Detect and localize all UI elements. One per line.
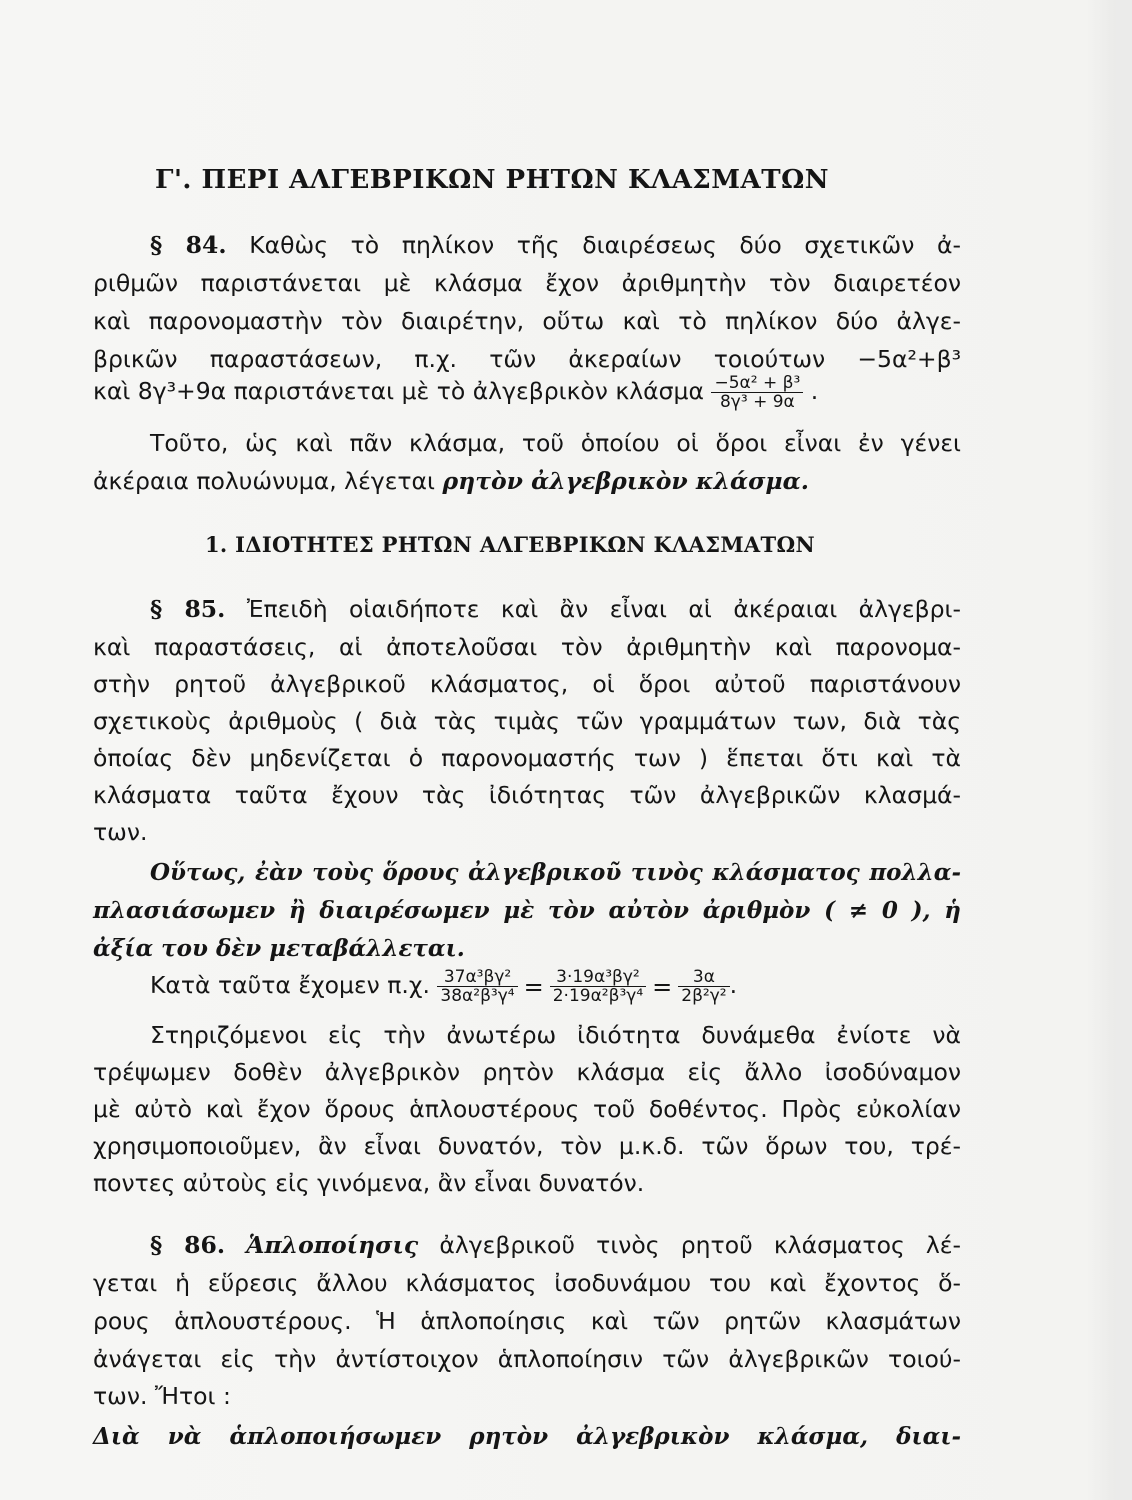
section-number-86: § 86.: [150, 1231, 226, 1259]
example-fraction-3: $\frac{3\alpha}{\text{2β²γ²}}$: [678, 968, 729, 1005]
fraction-example-84: [711, 374, 803, 411]
s85-line-2: καὶ παραστάσεις, αἱ ἀποτελοῦσαι τὸν ἀριθμητὴν καὶ παρονομα-: [93, 633, 961, 661]
rule-line-3: ἀξία του δὲν μεταβάλλεται.: [93, 935, 465, 962]
s85-para-line-5: ποντες αὐτοὺς εἰς γινόμενα, ἂν εἶναι δυνατόν.: [93, 1169, 645, 1197]
s84-line-6: Τοῦτο, ὡς καὶ πᾶν κλάσμα, τοῦ ὁποίου οἱ ὅροι εἶναι ἐν γένει: [150, 429, 961, 457]
s86-line-4: ἀνάγεται εἰς τὴν ἀντίστοιχον ἁπλοποίησιν τῶν ἀλγεβρικῶν τοιού-: [93, 1345, 961, 1373]
fraction-denominator: 8γ³ + 9α: [719, 392, 795, 412]
s84-line-1: § 84. Καθὼς τὸ πηλίκον τῆς διαιρέσεως δύο σχετικῶν ἀ-: [150, 231, 961, 259]
s84-line-4: βρικῶν παραστάσεων, π.χ. τῶν ἀκεραίων τοιούτων −5α²+β³: [93, 345, 961, 373]
section-number-85: § 85.: [150, 595, 226, 623]
s85-line-7: των.: [93, 818, 148, 846]
s84-line-3: καὶ παρονομαστὴν τὸν διαιρέτην, οὕτω καὶ τὸ πηλίκον δύο ἀλγε-: [93, 307, 961, 335]
rule-line-1: Οὕτως, ἐὰν τοὺς ὅρους ἀλγεβρικοῦ τινὸς κλάσματος πολλα-: [150, 859, 961, 886]
s86-rule-line: Διὰ νὰ ἁπλοποιήσωμεν ρητὸν ἀλγεβρικὸν κλάσμα, διαι-: [93, 1423, 961, 1450]
s84-line-2: ριθμῶν παριστάνεται μὲ κλάσμα ἔχον ἀριθμητὴν τὸν διαιρετέον: [93, 269, 961, 297]
rule-line-2: πλασιάσωμεν ἢ διαιρέσωμεν μὲ τὸν αὐτὸν ἀριθμὸν ( ≠ 0 ), ἡ: [93, 897, 961, 924]
s85-para-line-2: τρέψωμεν δοθὲν ἀλγεβρικὸν ρητὸν κλάσμα εἰς ἄλλο ἰσοδύναμον: [93, 1058, 961, 1086]
s85-para-line-3: μὲ αὐτὸ καὶ ἔχον ὅρους ἁπλουστέρους τοῦ δοθέντος. Πρὸς εὐκολίαν: [93, 1095, 961, 1123]
s85-line-5: ὁποίας δὲν μηδενίζεται ὁ παρονομαστής των ) ἕπεται ὅτι καὶ τὰ: [93, 744, 961, 772]
page-edge: [1116, 0, 1132, 1500]
section-number-84: § 84.: [150, 231, 227, 259]
s84-line-5: καὶ 8γ³+9α παριστάνεται μὲ τὸ ἀλγεβρικὸν κλάσμα $\frac{\text{−5α² + β³}}{\text{8γ³ + 9α}}$ .: [93, 373, 819, 412]
term-simplification: Ἁπλοποίησις: [246, 1231, 419, 1259]
s85-line-3: στὴν ρητοῦ ἀλγεβρικοῦ κλάσματος, οἱ ὅροι αὐτοῦ παριστάνουν: [93, 670, 961, 698]
example-fraction-2: $\frac{\text{3·19α³βγ²}}{\text{2·19α²β³γ⁴}}$: [550, 968, 646, 1005]
s86-line-5: των. Ἤτοι :: [93, 1382, 231, 1410]
s86-line-3: ρους ἁπλουστέρους. Ἡ ἁπλοποίησις καὶ τῶν ρητῶν κλασμάτων: [93, 1307, 961, 1335]
s85-para-line-4: χρησιμοποιοῦμεν, ἂν εἶναι δυνατόν, τὸν μ.κ.δ. τῶν ὅρων του, τρέ-: [93, 1132, 961, 1160]
s86-line-2: γεται ἡ εὕρεσις ἄλλου κλάσματος ἰσοδυνάμου του καὶ ἔχοντος ὅ-: [93, 1269, 961, 1297]
chapter-heading: Γ'. ΠΕΡΙ ΑΛΓΕΒΡΙΚΩΝ ΡΗΤΩΝ ΚΛΑΣΜΑΤΩΝ: [155, 165, 829, 195]
s85-line-6: κλάσματα ταῦτα ἔχουν τὰς ἰδιότητας τῶν ἀλγεβρικῶν κλασμά-: [93, 781, 961, 809]
subsection-heading: 1. ΙΔΙΟΤΗΤΕΣ ΡΗΤΩΝ ΑΛΓΕΒΡΙΚΩΝ ΚΛΑΣΜΑΤΩΝ: [205, 532, 815, 557]
s85-line-1: § 85. Ἐπειδὴ οἱαιδήποτε καὶ ἂν εἶναι αἱ ἀκέραιαι ἀλγεβρι-: [150, 595, 961, 623]
s84-line-7: ἀκέραια πολυώνυμα, λέγεται ρητὸν ἀλγεβρικὸν κλάσμα.: [93, 467, 809, 495]
s86-line-1: § 86. Ἁπλοποίησις ἀλγεβρικοῦ τινὸς ρητοῦ κλάσματος λέ-: [150, 1231, 961, 1259]
term-rational-fraction: ρητὸν ἀλγεβρικὸν κλάσμα.: [442, 467, 809, 495]
fraction-numerator: −5α² + β³: [711, 374, 803, 393]
s85-line-4: σχετικοὺς ἀριθμοὺς ( διὰ τὰς τιμὰς τῶν γραμμάτων των, διὰ τὰς: [93, 707, 961, 735]
s85-para-line-1: Στηριζόμενοι εἰς τὴν ἀνωτέρω ἰδιότητα δυνάμεθα ἐνίοτε νὰ: [150, 1021, 961, 1049]
example-equation: Κατὰ ταῦτα ἔχομεν π.χ. $\frac{\text{37α³βγ²}}{\text{38α²β³γ⁴}}$ = $\frac{\text{3·19α³βγ²}}{\text{2·19α²β³γ⁴}}$ = $\frac{3\alpha}{\text{2β²γ²}}$ .: [150, 967, 738, 1006]
example-fraction-1: $\frac{\text{37α³βγ²}}{\text{38α²β³γ⁴}}$: [437, 968, 517, 1005]
